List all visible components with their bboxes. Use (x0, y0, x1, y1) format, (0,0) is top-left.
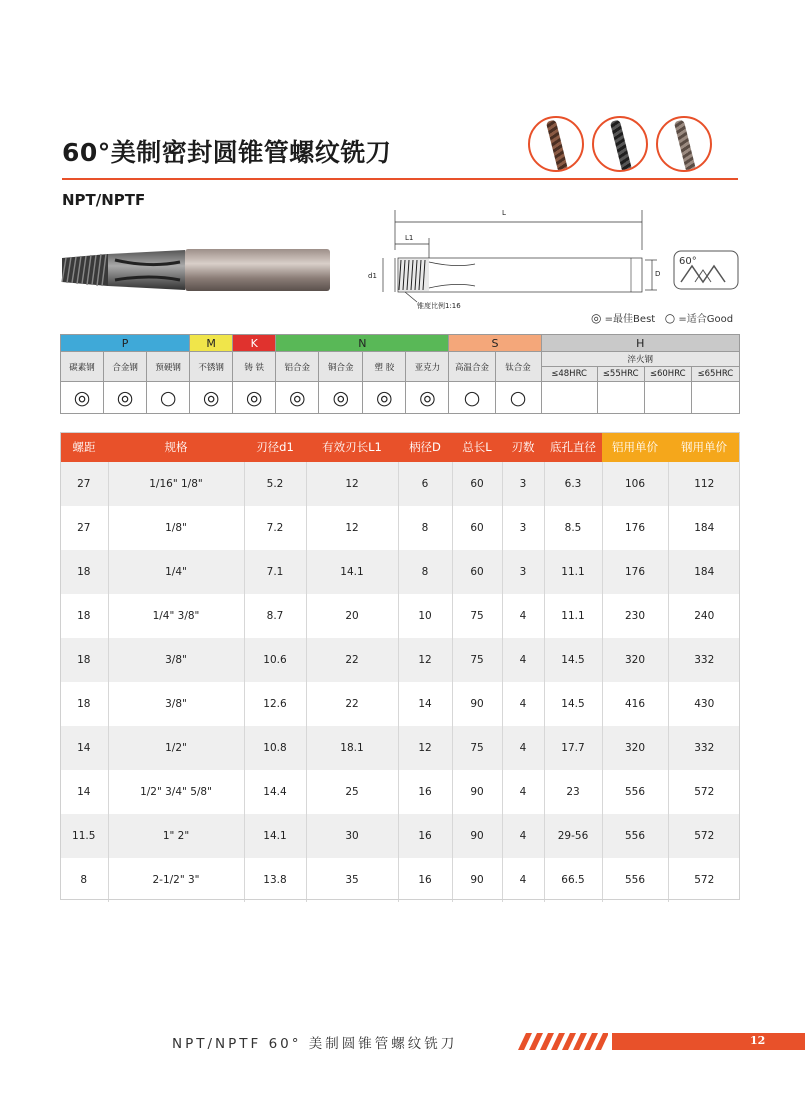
group-m-header: M (190, 335, 233, 352)
cell-cutting-dia: 8.7 (244, 594, 306, 638)
cell-shank-dia: 6 (398, 462, 452, 506)
cell-aluminum-price: 416 (602, 682, 668, 726)
cell-flutes: 4 (502, 814, 544, 858)
good-symbol-icon: ○ (664, 311, 676, 325)
cell-bore-dia: 11.1 (544, 594, 602, 638)
cell-overall-length: 75 (452, 638, 502, 682)
cell-aluminum-price: 556 (602, 770, 668, 814)
footer-bar (612, 1033, 805, 1050)
cell-steel-price: 112 (668, 462, 740, 506)
table-row (60, 726, 740, 770)
cell-aluminum-price: 320 (602, 726, 668, 770)
cell-flutes: 4 (502, 726, 544, 770)
taper-note: 锥度比例1:16 (417, 302, 461, 310)
suitability-mark (691, 382, 739, 414)
cell-steel-price: 572 (668, 814, 740, 858)
cell-size: 1/4" (108, 550, 244, 594)
group-n-header: N (276, 335, 449, 352)
cell-steel-price: 184 (668, 550, 740, 594)
cell-bore-dia: 66.5 (544, 858, 602, 902)
page-title: 60°美制密封圆锥管螺纹铣刀 (62, 138, 392, 167)
material-name: 预硬钢 (147, 352, 190, 382)
suitability-mark: ◎ (406, 382, 449, 414)
cell-shank-dia: 8 (398, 550, 452, 594)
suitability-mark: ○ (495, 382, 541, 414)
material-suitability-table (60, 334, 740, 414)
cell-bore-dia: 6.3 (544, 462, 602, 506)
col-header-flutes: 刃数 (502, 432, 544, 462)
specification-table (60, 432, 740, 902)
cell-flute-length: 30 (306, 814, 398, 858)
thread-angle-diagram (673, 250, 739, 290)
cell-flutes: 4 (502, 858, 544, 902)
col-header-pitch: 螺距 (60, 432, 108, 462)
cell-flutes: 3 (502, 550, 544, 594)
footer-title: NPT/NPTF 60° 美制圆锥管螺纹铣刀 (172, 1036, 458, 1052)
suitability-mark: ○ (147, 382, 190, 414)
col-header-aluminum-price: 铝用单价 (602, 432, 668, 462)
cell-shank-dia: 10 (398, 594, 452, 638)
col-header-cutting-dia: 刃径d1 (244, 432, 306, 462)
suitability-mark: ◎ (363, 382, 406, 414)
suitability-mark: ◎ (276, 382, 319, 414)
suitability-mark: ◎ (104, 382, 147, 414)
footer-stripes (510, 1033, 608, 1050)
cell-flute-length: 25 (306, 770, 398, 814)
cell-pitch: 27 (60, 462, 108, 506)
cell-cutting-dia: 13.8 (244, 858, 306, 902)
material-name: 铜合金 (319, 352, 363, 382)
suitability-mark (597, 382, 644, 414)
material-name: 高温合金 (449, 352, 495, 382)
tool-badge-grey (656, 116, 712, 172)
cell-aluminum-price: 556 (602, 858, 668, 902)
cell-bore-dia: 14.5 (544, 682, 602, 726)
table-row (60, 506, 740, 550)
cell-cutting-dia: 10.6 (244, 638, 306, 682)
cell-flutes: 3 (502, 506, 544, 550)
cell-pitch: 18 (60, 594, 108, 638)
material-name: 铝合金 (276, 352, 319, 382)
cell-overall-length: 75 (452, 726, 502, 770)
material-name: 合金钢 (104, 352, 147, 382)
cell-steel-price: 184 (668, 506, 740, 550)
cell-pitch: 11.5 (60, 814, 108, 858)
cell-steel-price: 240 (668, 594, 740, 638)
cell-size: 1/4" 3/8" (108, 594, 244, 638)
suitability-mark: ◎ (233, 382, 276, 414)
hardness-range: ≤60HRC (644, 367, 691, 382)
cell-aluminum-price: 106 (602, 462, 668, 506)
cell-steel-price: 332 (668, 638, 740, 682)
cell-overall-length: 75 (452, 594, 502, 638)
best-symbol-icon: ◎ (591, 311, 602, 325)
material-name: 碳素钢 (61, 352, 104, 382)
cell-flutes: 4 (502, 770, 544, 814)
cell-shank-dia: 16 (398, 858, 452, 902)
col-header-size: 规格 (108, 432, 244, 462)
dim-label-L1: L1 (405, 234, 414, 242)
col-header-flute-length: 有效刃长L1 (306, 432, 398, 462)
cell-cutting-dia: 7.1 (244, 550, 306, 594)
cell-pitch: 18 (60, 638, 108, 682)
cell-flutes: 3 (502, 462, 544, 506)
cell-steel-price: 572 (668, 858, 740, 902)
cell-size: 1/8" (108, 506, 244, 550)
suitability-mark: ◎ (319, 382, 363, 414)
cell-shank-dia: 16 (398, 814, 452, 858)
cell-shank-dia: 16 (398, 770, 452, 814)
title-divider (62, 178, 738, 180)
cell-pitch: 18 (60, 550, 108, 594)
cell-overall-length: 90 (452, 814, 502, 858)
cell-flute-length: 14.1 (306, 550, 398, 594)
cell-pitch: 14 (60, 726, 108, 770)
cell-size: 2-1/2" 3" (108, 858, 244, 902)
legend-best-text: =最佳Best (604, 314, 656, 325)
cell-flute-length: 12 (306, 462, 398, 506)
cell-cutting-dia: 10.8 (244, 726, 306, 770)
cell-cutting-dia: 5.2 (244, 462, 306, 506)
table-row (60, 462, 740, 506)
cell-aluminum-price: 556 (602, 814, 668, 858)
cell-flute-length: 12 (306, 506, 398, 550)
cell-steel-price: 332 (668, 726, 740, 770)
cell-size: 1/2" (108, 726, 244, 770)
product-subtitle: NPT/NPTF (62, 191, 146, 209)
table-row (60, 594, 740, 638)
tool-photo (60, 246, 332, 294)
cell-aluminum-price: 176 (602, 506, 668, 550)
table-row (60, 638, 740, 682)
hardened-steel-title: 淬火钢 (541, 352, 739, 367)
thread-angle-label: 60° (679, 256, 697, 267)
suitability-mark (644, 382, 691, 414)
hardness-range: ≤55HRC (597, 367, 644, 382)
cell-bore-dia: 14.5 (544, 638, 602, 682)
cell-flutes: 4 (502, 638, 544, 682)
tool-badge-black (592, 116, 648, 172)
cell-bore-dia: 17.7 (544, 726, 602, 770)
cell-aluminum-price: 320 (602, 638, 668, 682)
col-header-overall-length: 总长L (452, 432, 502, 462)
cell-size: 1/2" 3/4" 5/8" (108, 770, 244, 814)
cell-overall-length: 60 (452, 550, 502, 594)
cell-shank-dia: 8 (398, 506, 452, 550)
col-header-steel-price: 钢用单价 (668, 432, 740, 462)
rating-legend (591, 310, 733, 325)
cell-pitch: 8 (60, 858, 108, 902)
col-header-shank-dia: 柄径D (398, 432, 452, 462)
table-row (60, 682, 740, 726)
cell-overall-length: 90 (452, 770, 502, 814)
hardness-range: ≤65HRC (691, 367, 739, 382)
cell-bore-dia: 29-56 (544, 814, 602, 858)
cell-shank-dia: 14 (398, 682, 452, 726)
group-k-header: K (233, 335, 276, 352)
suitability-mark: ◎ (190, 382, 233, 414)
cell-cutting-dia: 12.6 (244, 682, 306, 726)
suitability-mark: ◎ (61, 382, 104, 414)
cell-aluminum-price: 176 (602, 550, 668, 594)
legend-good-text: =适合Good (678, 314, 734, 325)
material-name: 亚克力 (406, 352, 449, 382)
table-row (60, 550, 740, 594)
cell-overall-length: 90 (452, 682, 502, 726)
material-name: 钛合金 (495, 352, 541, 382)
cell-shank-dia: 12 (398, 726, 452, 770)
group-s-header: S (449, 335, 541, 352)
group-p-header: P (61, 335, 190, 352)
spec-table-body (60, 462, 740, 902)
cell-bore-dia: 8.5 (544, 506, 602, 550)
cell-size: 1/16" 1/8" (108, 462, 244, 506)
tool-badges (528, 116, 712, 172)
suitability-mark (541, 382, 597, 414)
cell-cutting-dia: 7.2 (244, 506, 306, 550)
cell-flute-length: 22 (306, 682, 398, 726)
cell-steel-price: 430 (668, 682, 740, 726)
dim-label-d1: d1 (368, 272, 377, 280)
spec-header-row (60, 432, 740, 462)
cell-flute-length: 35 (306, 858, 398, 902)
dim-label-D: D (655, 270, 661, 278)
material-name: 塑 胶 (363, 352, 406, 382)
page-number: 12 (750, 1034, 766, 1047)
col-header-bore-dia: 底孔直径 (544, 432, 602, 462)
material-name: 不锈钢 (190, 352, 233, 382)
cell-flutes: 4 (502, 682, 544, 726)
cell-pitch: 14 (60, 770, 108, 814)
cell-overall-length: 60 (452, 506, 502, 550)
tool-dimension-drawing (365, 202, 665, 312)
suitability-mark: ○ (449, 382, 495, 414)
cell-pitch: 27 (60, 506, 108, 550)
cell-overall-length: 90 (452, 858, 502, 902)
tool-badge-bronze (528, 116, 584, 172)
cell-bore-dia: 11.1 (544, 550, 602, 594)
cell-pitch: 18 (60, 682, 108, 726)
group-h-header: H (541, 335, 739, 352)
cell-size: 1" 2" (108, 814, 244, 858)
cell-steel-price: 572 (668, 770, 740, 814)
cell-cutting-dia: 14.1 (244, 814, 306, 858)
cell-flute-length: 22 (306, 638, 398, 682)
hardness-range: ≤48HRC (541, 367, 597, 382)
cell-bore-dia: 23 (544, 770, 602, 814)
cell-flute-length: 20 (306, 594, 398, 638)
cell-flutes: 4 (502, 594, 544, 638)
table-row (60, 770, 740, 814)
cell-overall-length: 60 (452, 462, 502, 506)
cell-flute-length: 18.1 (306, 726, 398, 770)
cell-aluminum-price: 230 (602, 594, 668, 638)
dim-label-L: L (502, 209, 506, 217)
cell-cutting-dia: 14.4 (244, 770, 306, 814)
cell-size: 3/8" (108, 682, 244, 726)
table-row (60, 858, 740, 902)
cell-size: 3/8" (108, 638, 244, 682)
material-name: 铸 铁 (233, 352, 276, 382)
table-row (60, 814, 740, 858)
cell-shank-dia: 12 (398, 638, 452, 682)
